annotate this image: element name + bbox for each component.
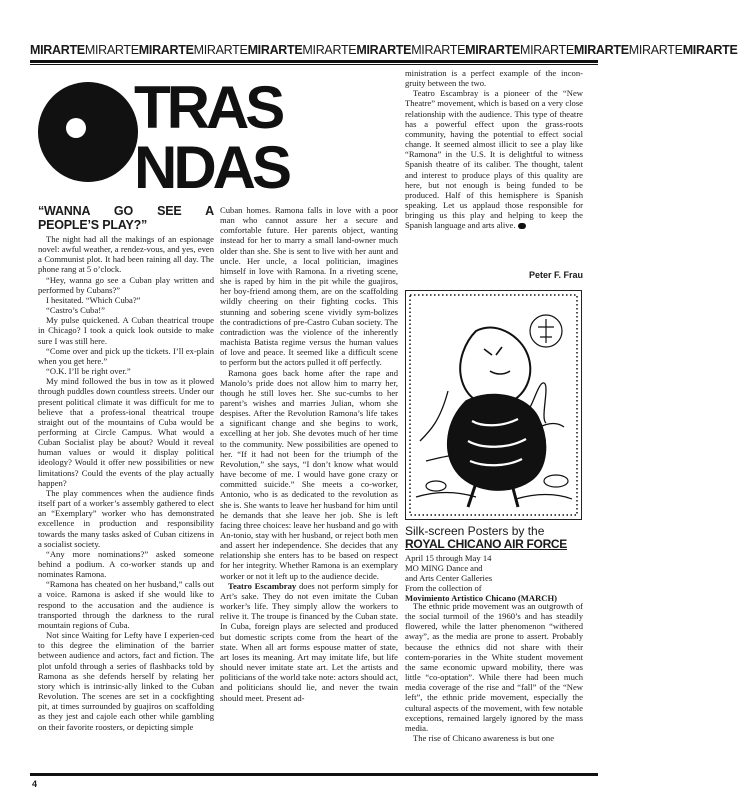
article-headline: “WANNA GO SEE A PEOPLE’S PLAY?” bbox=[38, 204, 214, 232]
section-banner bbox=[30, 41, 738, 59]
paragraph: The ethnic pride movement was an outgrowth of the social turmoil of the 1960’s and has steadily flowered, while the latter phenomenon “withered away”, as the media are prone to assert. Probably because the ethnics did not share with their contem-poraries in the White student movement the same economic upward mobility, there was little “co-optation”. While there had been much media coverage of the rise and “fall” of the “New left”, the ethnic pride movement, especially the cultural aspects of the movement, with few notable exceptions, remained largely ignored by the mass media. bbox=[405, 601, 583, 733]
banner-word: MIRARTE bbox=[465, 43, 520, 57]
paragraph: My pulse quickened. A Cuban theatrical troupe in Chicago? I took a quick look outside to make sure I was still here. bbox=[38, 315, 214, 346]
banner-word: MIRARTE bbox=[682, 43, 738, 57]
paragraph: ministration is a perfect example of the incon-gruity between the two. bbox=[405, 68, 583, 89]
paragraph: The night had all the makings of an espionage novel: awful weather, a rendez-vous, and yes, even a Communist plot. It had been raining all day. The phone rang at 5 o’clock. bbox=[38, 234, 214, 275]
paragraph: Ramona goes back home after the rape and Manolo’s pride does not allow him to marry her, though he still loves her. She suc-cumbs to her parent’s wishes and marries Julian, whom she despises. After the Revolution Ramona’s life takes a significant change and she begins to work, excelling at her job. She devotes much of her time to the community. New possibilities are opened to her. “If it had not been for the triumph of the Revolution,” she says, “I don’t know what would have become of me. I would have gone crazy or committed suicide.” She meets a co-worker, Antonio, who is as dedicated to the revolution as she is. She wants to leave her husband for him until he demands that she leave her job. She is left facing three choices: leave her husband and go with An-tonio, stay with her husband, or reject both men and assert her independence. She decides that any relationship she enters has to be based on respect for her integrity. Whether Ramona is an exemplary worker or not it left up to the audience decide. bbox=[220, 367, 399, 581]
masthead-o-highlight bbox=[66, 118, 86, 138]
paragraph: Cuban homes. Ramona falls in love with a poor man who cannot assure her a secure and comfortable future. Her parents object, wanting instead for her to marry a small land-owner much older than she. She is sent to live with her aunt and uncle. Her uncle, a local politician, imagines himself in love with Ramona. In a riveting scene, she is raped by him in the pit while the guajiros, her boy-friend among them, are on the scaffolding wildly cheering on their fighting cocks. This stunning and sobering scene vividly sym-bolizes the contradictions of pre-Castro Cuban society. The contradiction was the violence of the inherently machista Batista regime versus the human values of love and peace. It seemed like a difficult scene to perform but the actors pulled it off perfectly. bbox=[220, 205, 398, 368]
poster-title: Silk-screen Posters by the bbox=[405, 524, 545, 538]
paragraph: Teatro Escambray does not perform simply for Art’s sake. They do not even imitate the Cuban worker’s life. They simply allow the workers to relive it. The troupe is financed by the Cuban state. In Cuba, foreign plays are selected and produced but domestic scripts come from the heart of the state. When all art forms espouse matter of state, art loses its meaning. Art may imitate life, but life should never imitate state art. Let the artists and politicians of the world take note: actors should act, and politicians should lie, and never the twain should meet. Present ad- bbox=[220, 580, 398, 703]
masthead-logo bbox=[36, 70, 398, 200]
paragraph bbox=[405, 88, 583, 230]
paragraph: “Any more nominations?” asked someone behind a podium. A co-worker stands up and nominates Ramona. bbox=[38, 548, 214, 580]
bottom-rule bbox=[30, 773, 598, 776]
poster-collection-name: Movimiento Artistico Chicano (MARCH) bbox=[405, 593, 558, 603]
banner-word: MIRARTE bbox=[519, 43, 574, 57]
paragraph: “Castro’s Cuba!” bbox=[46, 305, 105, 316]
masthead-otras-ondas bbox=[36, 70, 398, 200]
banner-word: MIRARTE bbox=[628, 43, 683, 57]
masthead-line2: NDAS bbox=[134, 134, 289, 201]
article-column-3 bbox=[405, 68, 583, 231]
article-column-1 bbox=[38, 205, 214, 732]
paragraph: “Hey, wanna go see a Cuban play written and performed by Cubans?” bbox=[38, 274, 214, 295]
top-rule-thin bbox=[30, 64, 598, 65]
banner-word: MIRARTE bbox=[247, 43, 303, 57]
paragraph-lead-in: Teatro Escambray bbox=[228, 580, 297, 591]
poster-caption bbox=[405, 525, 585, 603]
article-2-column bbox=[405, 601, 583, 743]
paragraph-text: Teatro Escambray is a pioneer of the “New Theatre” movement, which is based on a very close relationship with the audience. This type of theatre has a powerful effect upon the grass-roots community, having the potential to effect social change. It seemed almost illicit to see a play like “Ramona” in the U.S. It is delightful to witness Spanish theatre of its caliber. The thought, talent and interest to produce plays of this quality are here, but not enough is being funded to be produced. Half of this hemisphere is Spanish speaking. Let us applaud those responsible for bringing us this play and helping to keep the Spanish language and arts alive. bbox=[405, 88, 583, 231]
banner-word: MIRARTE bbox=[411, 43, 466, 57]
paragraph: “Come over and pick up the tickets. I’ll ex-plain when you get here.” bbox=[38, 345, 214, 366]
poster-artwork bbox=[406, 291, 581, 519]
banner-word: MIRARTE bbox=[84, 43, 139, 57]
page-number: 4 bbox=[32, 779, 38, 789]
top-rule bbox=[30, 60, 598, 63]
poster-info-line: From the collection of bbox=[405, 583, 482, 593]
poster-figure-body bbox=[448, 394, 546, 490]
banner-word: MIRARTE bbox=[138, 43, 194, 57]
banner-word: MIRARTE bbox=[30, 43, 85, 57]
poster-organization: ROYAL CHICANO AIR FORCE bbox=[405, 537, 568, 551]
poster-info-line: and Arts Center Galleries bbox=[405, 573, 493, 583]
poster-info-line: April 15 through May 14 bbox=[405, 553, 492, 563]
paragraph: I hesitated. “Which Cuba?” bbox=[46, 294, 141, 305]
paragraph: “Ramona has cheated on her husband,” calls out a voice. Ramona is asked if she would like to respond to the accusation and the audience is transported through the darkness to the rural mountain regions of Cuba. bbox=[38, 579, 214, 630]
article-column-2 bbox=[220, 205, 398, 703]
article-byline: Peter F. Frau bbox=[528, 270, 583, 280]
masthead-o-disc bbox=[38, 82, 138, 182]
banner-word: MIRARTE bbox=[573, 43, 629, 57]
banner-word: MIRARTE bbox=[193, 43, 248, 57]
banner-word: MIRARTE bbox=[356, 43, 412, 57]
paragraph: “O.K. I’ll be right over.” bbox=[46, 366, 131, 377]
paragraph: The rise of Chicano awareness is but one bbox=[413, 733, 555, 744]
masthead-line1: TRAS bbox=[134, 74, 282, 141]
paragraph: The play commences when the audience finds itself part of a worker’s assembly gathered to elect an “Exemplary” worker who has demonstrated excellence in production and responsibility towards the many tasks asked of Cuban citizens in a socialist society. bbox=[38, 487, 214, 549]
end-mark-icon bbox=[518, 223, 526, 229]
poster-info-line: MO MING Dance and bbox=[405, 563, 483, 573]
banner-word: MIRARTE bbox=[302, 43, 357, 57]
paragraph: Not since Waiting for Lefty have I experien-ced to this degree the elimination of the barrier between audience and actors, fact and fiction. The plot unfold through a series of flashbacks told by Ramona as she defends herself by relating her story which is intrinsic-ally linked to the Cuban Revolution. The scenes are set in a cockfighting pit, at times surrounded by guajiros on scaffolding as they jest and cajole each other while gambling on their favorite roosters, or depicting simple bbox=[38, 630, 214, 732]
poster-illustration bbox=[405, 290, 582, 520]
paragraph: My mind followed the bus in tow as it plowed through puddles down countless streets. Under our present political climate it was difficult for me to believe that a profess-ional theatrical troupe straight out of the mountains of Cuba would be performing at Circle Campus. What would a Cuban Socialist play be about? Would it reveal human values or would it display political ideology? Would it offer new possibilities or new limitations? Could the events of the play actually happen? bbox=[38, 376, 214, 488]
